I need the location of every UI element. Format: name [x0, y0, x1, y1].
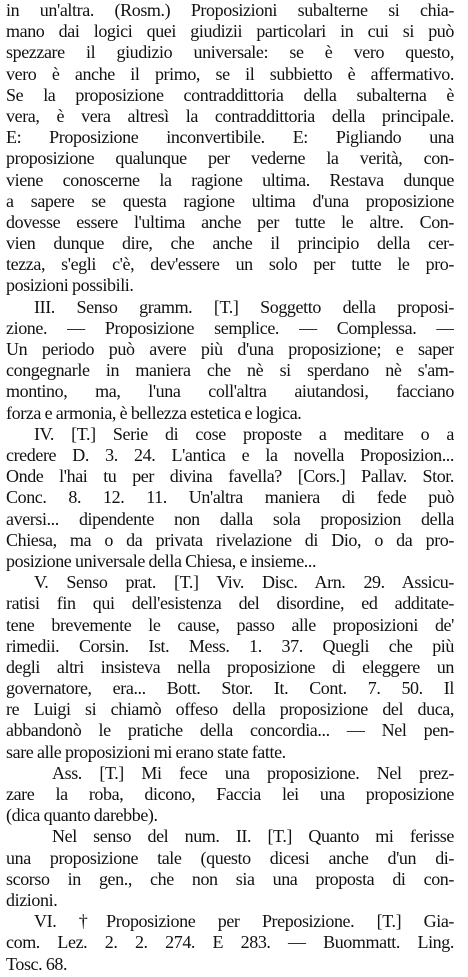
text-line: re Luigi si chiamò offeso della proposizione del duca, — [6, 699, 454, 720]
section-heading-line: VI. †Proposizione per Preposizione. [T.] Gia- — [34, 911, 454, 932]
text-line: dizioni. — [6, 889, 58, 910]
subsection-heading-line: Nel senso del num. II. [T.] Quanto mi ferisse — [52, 826, 454, 847]
text-line: Chiesa, ma o da privata rivelazione di Dio, o da pro- — [6, 529, 454, 550]
text-line: a sapere se questa ragione ultima d'una proposizione — [6, 190, 454, 211]
text-line: E: Proposizione inconvertibile. E: Pigliando una — [6, 127, 454, 148]
text-line: aversi... dipendente non dalla sola proposizion della — [6, 508, 454, 529]
section-heading-line: III. Senso gramm. [T.] Soggetto della proposi- — [34, 296, 454, 317]
text-line: Un periodo può avere più d'una proposizione; e saper — [6, 339, 454, 360]
section-heading-line: V. Senso prat. [T.] Viv. Disc. Arn. 29. Assicu- — [34, 572, 454, 593]
text-line: zare la roba, dicono, Faccia lei una proposizione — [6, 784, 454, 805]
text-line: dovesse essere l'ultima anche per tutte le altre. Con- — [6, 211, 454, 232]
text-line: mano dai logici quei giudizii particolari in cui si può — [6, 21, 454, 42]
text-line: rimedii. Corsin. Ist. Mess. 1. 37. Quegli che più — [6, 635, 454, 656]
text-line: proposizione qualunque per vederne la verità, con- — [6, 148, 454, 169]
text-line: Onde l'hai tu per divina favella? [Cors.] Pallav. Stor. — [6, 466, 454, 487]
text-line: Tosc. 68. — [6, 953, 68, 974]
text-line: Se la proposizione contraddittoria della subalterna è — [6, 84, 454, 105]
text-line: montino, ma, l'una coll'altra aiutandosi, facciano — [6, 381, 454, 402]
text-line: vera, è vera altresì la contraddittoria della principale. — [6, 105, 454, 126]
text-line: spezzare il giudizio universale: se è vero questo, — [6, 42, 454, 63]
text-line: posizione universale della Chiesa, e insieme... — [6, 550, 317, 571]
text-line: governatore, era... Bott. Stor. It. Cont. 7. 50. Il — [6, 678, 454, 699]
text-line: Conc. 8. 12. 11. Un'altra maniera di fede può — [6, 487, 454, 508]
text-line: scorso in gen., che non sia una proposta di con- — [6, 868, 454, 889]
text-line: in un'altra. (Rosm.) Proposizioni subalterne si chia- — [6, 0, 454, 20]
text-line: abbandonò le pratiche della concordia... — Nel pen- — [6, 720, 454, 741]
text-line: congegnarle in maniera che nè si sperdano nè s'am- — [6, 360, 454, 381]
text-line: una proposizione tale (questo dicesi anche d'un di- — [6, 847, 454, 868]
text-line: forza e armonia, è bellezza estetica e logica. — [6, 402, 302, 423]
text-line: degli altri insisteva nella proposizione di eleggere un — [6, 656, 454, 677]
text-line: credere D. 3. 24. L'antica e la novella Proposizion... — [6, 444, 454, 465]
text-line: zione. — Proposizione semplice. — Complessa. — — [6, 317, 454, 338]
text-line: vien dunque dire, che anche il principio della cer- — [6, 233, 454, 254]
text-line: sare alle proposizioni mi erano state fatte. — [6, 741, 286, 762]
text-line: vero è anche il primo, se il subbietto è affermativo. — [6, 63, 454, 84]
text-line: tezza, s'egli c'è, dev'essere un solo per tutte le pro- — [6, 254, 454, 275]
text-line: posizioni possibili. — [6, 275, 134, 296]
subsection-heading-line: Ass. [T.] Mi fece una proposizione. Nel prez- — [52, 762, 454, 783]
text-line: ratisi fin qui dell'esistenza del disordine, ed additate- — [6, 593, 454, 614]
text-line: (dica quanto darebbe). — [6, 805, 158, 826]
section-heading-line: IV. [T.] Serie di cose proposte a meditare o a — [34, 423, 454, 444]
text-line: tene brevemente le cause, passo alle proposizioni de' — [6, 614, 454, 635]
text-line: com. Lez. 2. 2. 274. E 283. — Buommatt. Ling. — [6, 932, 454, 953]
text-line: viene conoscerne la ragione ultima. Restava dunque — [6, 169, 454, 190]
